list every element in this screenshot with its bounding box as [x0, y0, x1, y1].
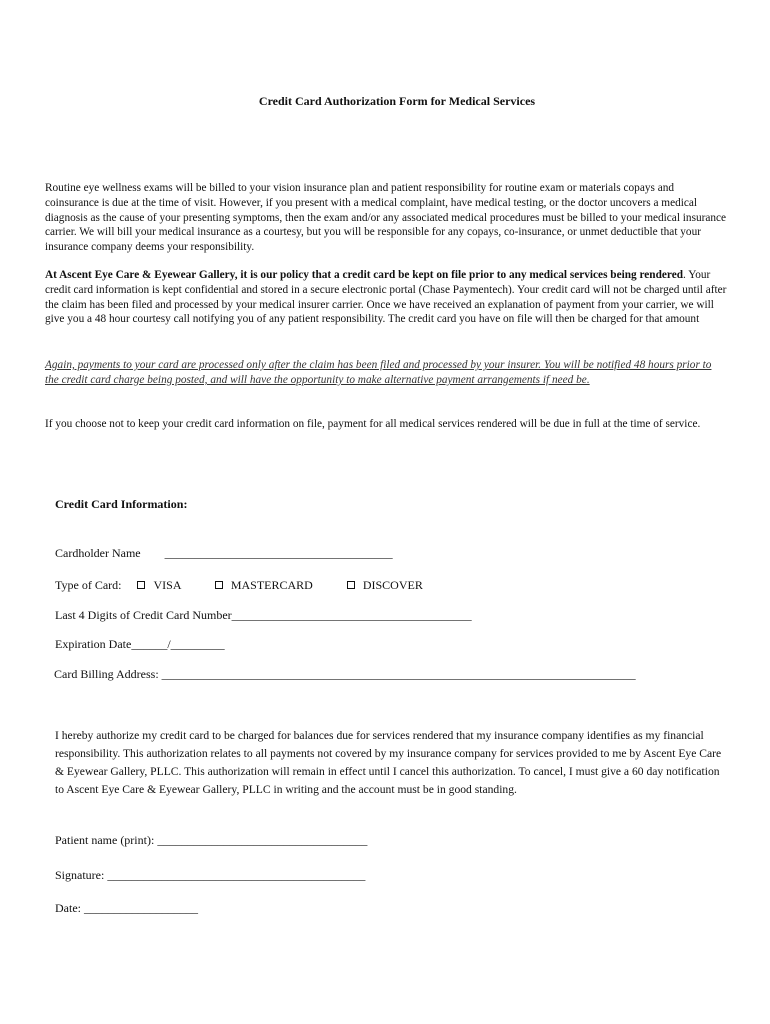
cardholder-name-line[interactable]: ______________________________________: [164, 546, 393, 560]
card-type-field: [55, 578, 423, 593]
notice-paragraph: Again, payments to your card are processed only after the claim has been filed and processed by your insurer. You will be notified 48 hours prior to the credit card charge being posted, and will have the opportunity to make alternative payment arrangements if need be.: [45, 359, 712, 386]
date-label: Date:: [55, 901, 81, 915]
form-title: Credit Card Authorization Form for Medical Services: [258, 94, 536, 108]
visa-checkbox[interactable]: [137, 581, 145, 589]
patient-name-field[interactable]: [55, 833, 367, 848]
card-info-heading: Credit Card Information:: [55, 497, 188, 511]
billing-address-field[interactable]: [54, 667, 636, 682]
opt-out-paragraph: If you choose not to keep your credit card information on file, payment for all medical services rendered will be due in full at the time of service.: [45, 418, 701, 430]
mastercard-checkbox[interactable]: [215, 581, 223, 589]
signature-label: Signature:: [55, 868, 105, 882]
visa-option-label: VISA: [153, 578, 181, 592]
date-field[interactable]: [55, 901, 198, 916]
authorization-paragraph: I hereby authorize my credit card to be charged for balances due for services rendered that my insurance company identifies as my financial responsibility. This authorization relates to all payments not covered by my insurance company for services provided to me by Ascent Eye Care & Eyewear Gallery, PLLC. This authorization will remain in effect until I cancel this authorization. To cancel, I must give a 60 day notification to Ascent Eye Care & Eyewear Gallery, PLLC in writing and the account must be in good standing.: [55, 729, 722, 796]
expiration-date-line[interactable]: ______/_________: [131, 637, 225, 651]
signature-line[interactable]: ___________________________________________: [107, 868, 366, 882]
billing-address-line[interactable]: _______________________________________________________________________________: [161, 667, 636, 681]
policy-text: . Your credit card information is kept confidential and stored in a secure electronic portal (Chase Paymentech). Your credit card will not be charged until after the claim has been filed and processed by your medical insurer carrier. Once we have received an explanation of payment from your carrier, we will give you a 48 hour courtesy call notifying you of any patient responsibility. The credit card you have on file will then be charged for that amount: [45, 269, 727, 326]
last4-digits-label: Last 4 Digits of Credit Card Number: [55, 608, 232, 622]
patient-name-line[interactable]: ___________________________________: [157, 833, 368, 847]
patient-name-label: Patient name (print):: [55, 833, 155, 847]
expiration-date-label: Expiration Date: [55, 637, 132, 651]
date-line[interactable]: ___________________: [84, 901, 198, 915]
mastercard-option-label: MASTERCARD: [230, 578, 313, 592]
cardholder-name-label: Cardholder Name: [55, 546, 141, 560]
last4-digits-field[interactable]: [55, 608, 472, 623]
policy-paragraph: [45, 268, 727, 327]
policy-bold-text: At Ascent Eye Care & Eyewear Gallery, it is our policy that a credit card be kept on file prior to any medical services being rendered: [45, 269, 683, 281]
expiration-date-field[interactable]: [55, 637, 225, 652]
signature-field[interactable]: [55, 868, 365, 883]
cardholder-name-field[interactable]: [55, 546, 393, 561]
intro-paragraph: Routine eye wellness exams will be billed to your vision insurance plan and patient responsibility for routine exam or materials copays and coinsurance is due at the time of visit. However, if you present with a medical complaint, have medical testing, or the doctor uncovers a medical diagnosis as the cause of your presenting symptoms, then the exam and/or any associated medical procedures must be billed to your medical insurance carrier. We will bill your medical insurance as a courtesy, but you will be responsible for any copays, co-insurance, or unmet deductible that your insurance company deems your responsibility.: [45, 182, 727, 254]
last4-digits-line[interactable]: ________________________________________: [231, 608, 472, 622]
billing-address-label: Card Billing Address:: [54, 667, 159, 681]
discover-option-label: DISCOVER: [362, 578, 423, 592]
card-type-label: Type of Card:: [55, 578, 122, 592]
discover-checkbox[interactable]: [347, 581, 355, 589]
